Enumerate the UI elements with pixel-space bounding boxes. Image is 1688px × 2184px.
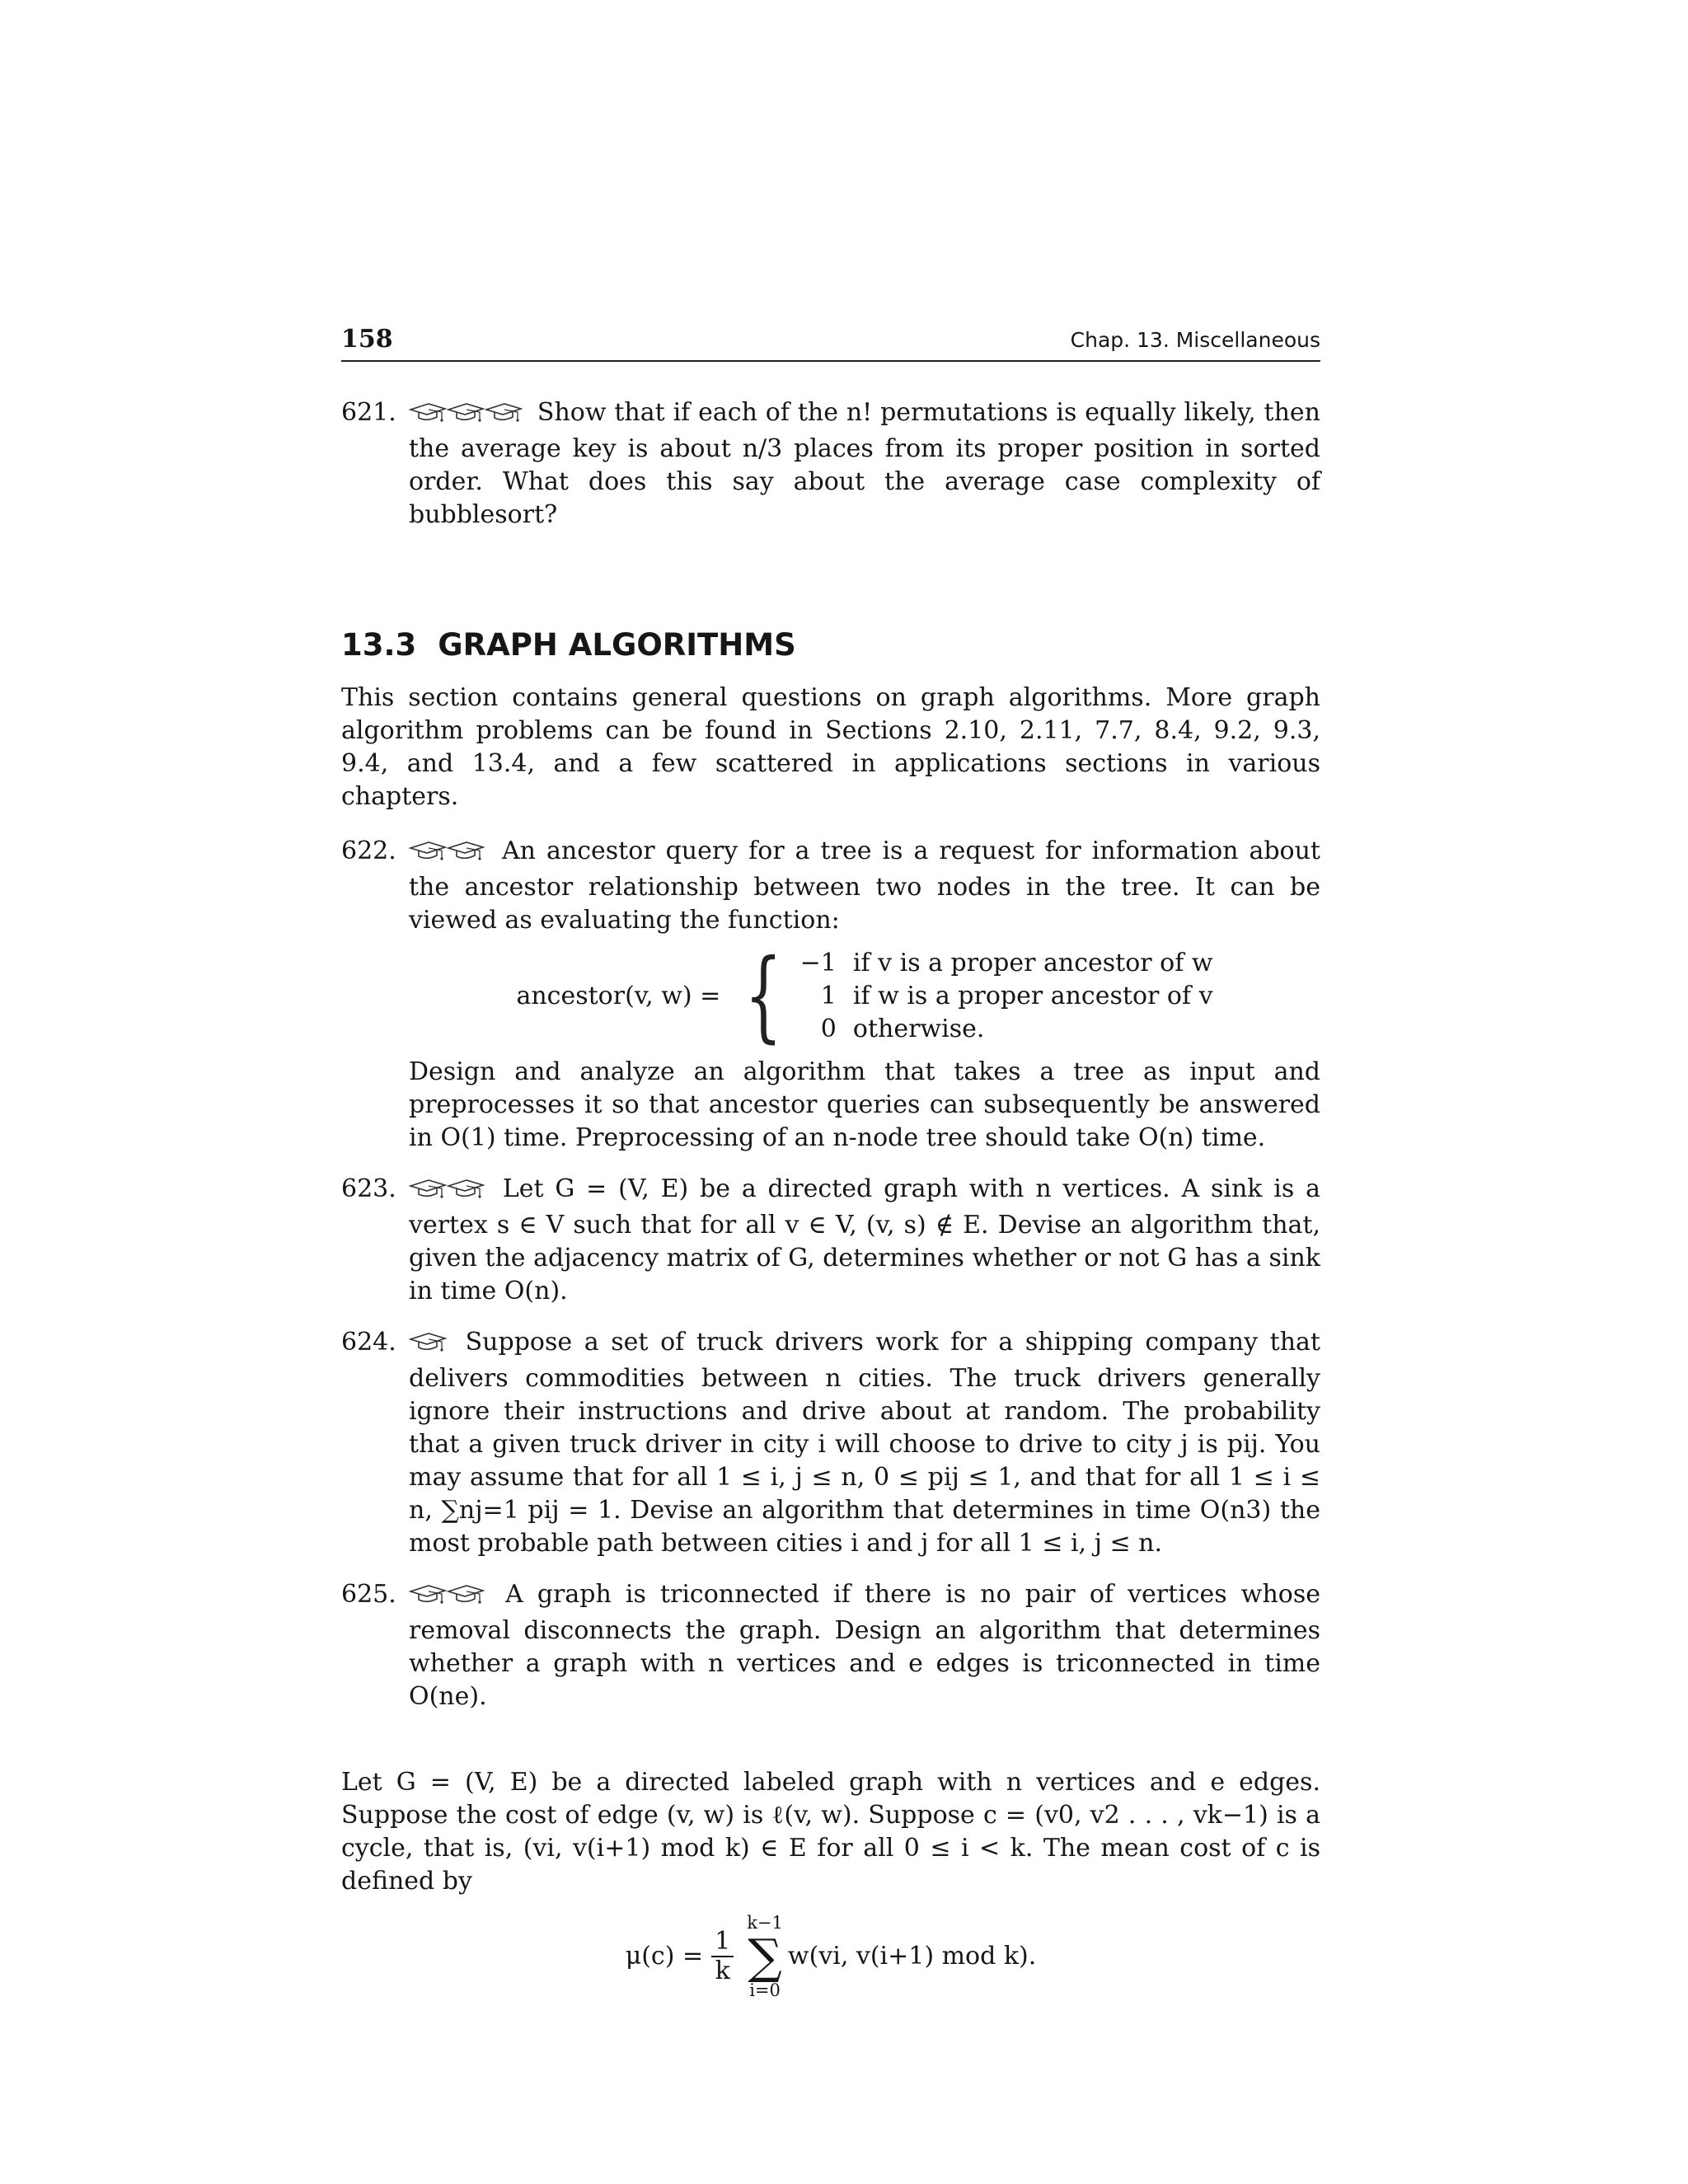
running-head [341, 323, 1320, 362]
sum-lower-limit: i=0 [749, 1980, 781, 2000]
mortarboard-icon [409, 1179, 447, 1200]
difficulty-rating [409, 1329, 447, 1362]
difficulty-rating [409, 838, 485, 871]
mortarboard-icon [447, 1179, 485, 1200]
mean-cost-formula [341, 1913, 1320, 2000]
problem-text: Let G = (V, E) be a directed graph with n vertices. A sink is a vertex s ∈ V such that for all v ∈ V, (v, s) ∉ E. Devise an algorithm that, given the adjacency matrix of G, determines whether or not G has a sink in time O(n). [409, 1174, 1320, 1305]
problem-text: Suppose a set of truck drivers work for a shipping company that delivers commodities between n cities. The truck drivers generally ignore their instructions and drive about at random. The probability that a given truck driver in city i will choose to drive to city j is pij. You may assume that for all 1 ≤ i, j ≤ n, 0 ≤ pij ≤ 1, and that for all 1 ≤ i ≤ n, ∑nj=1 pij = 1. Devise an algorithm that determines in time O(n3) the most probable path between cities i and j for all 1 ≤ i, j ≤ n. [409, 1328, 1320, 1558]
problem-text: A graph is triconnected if there is no pair of vertices whose removal disconnects the graph. Design an algorithm that determines whether a graph with n vertices and e edges is triconnected in time O(ne). [409, 1580, 1320, 1711]
problem-number: 625. [341, 1580, 396, 1609]
summation [747, 1913, 783, 2000]
fraction [711, 1928, 734, 1985]
fraction-denominator: k [715, 1957, 730, 1985]
mortarboard-icon [409, 1332, 447, 1353]
section-heading [341, 629, 1320, 662]
problem-623 [341, 1173, 1320, 1308]
formula-rhs: w(vi, v(i+1) mod k). [787, 1942, 1037, 1971]
case-value: 0 [820, 1015, 837, 1043]
problem-number: 622. [341, 837, 396, 865]
mortarboard-icon [447, 402, 485, 424]
page-number: 158 [341, 325, 393, 354]
difficulty-rating [409, 1176, 485, 1209]
case-value: 1 [820, 982, 837, 1010]
mortarboard-icon [409, 841, 447, 862]
problem-text: Show that if each of the n! permutations is equally likely, then the average key is about n/3 places from its proper position in sorted order. What does this say about the average case complexity of bubblesort? [409, 398, 1320, 529]
section-title: GRAPH ALGORITHMS [438, 627, 796, 663]
book-page [341, 323, 1320, 2000]
fraction-numerator: 1 [711, 1928, 734, 1957]
problem-622 [341, 835, 1320, 1155]
difficulty-rating [409, 1582, 485, 1615]
mortarboard-icon [409, 1584, 447, 1605]
section-intro: This section contains general questions on graph algorithms. More graph algorithm problems can be found in Sections 2.10, 2.11, 7.7, 8.4, 9.2, 9.3, 9.4, and 13.4, and a few scattered in applications sections in various chapters. [341, 683, 1320, 811]
function-cases [800, 947, 1213, 1046]
mortarboard-icon [447, 1584, 485, 1605]
problem-text-continued: Design and analyze an algorithm that takes a tree as input and preprocesses it so that ancestor queries can subsequently be answered in O(1) time. Preprocessing of an n-node tree should take O(n) time. [409, 1057, 1320, 1152]
mortarboard-icon [409, 402, 447, 424]
problem-621 [341, 396, 1320, 532]
left-brace: { [744, 939, 783, 1053]
ancestor-function-display [409, 939, 1320, 1053]
sum-upper-limit: k−1 [747, 1913, 783, 1933]
mortarboard-icon [485, 402, 523, 424]
problem-624 [341, 1326, 1320, 1560]
problem-text: An ancestor query for a tree is a request for information about the ancestor relationship between two nodes in the tree. It can be viewed as evaluating the function: [409, 837, 1320, 935]
function-lhs: ancestor(v, w) = [516, 982, 721, 1010]
problem-number: 621. [341, 398, 396, 427]
problem-625 [341, 1578, 1320, 1713]
case-condition: if v is a proper ancestor of w [852, 949, 1213, 977]
sum-symbol: ∑ [748, 1929, 782, 1985]
problem-number: 624. [341, 1328, 396, 1357]
chapter-title: Chap. 13. Miscellaneous [1070, 328, 1320, 352]
case-condition: if w is a proper ancestor of v [852, 982, 1213, 1010]
problem-number: 623. [341, 1174, 396, 1203]
case-condition: otherwise. [852, 1015, 985, 1043]
formula-lhs: μ(c) = [625, 1942, 704, 1971]
case-value: −1 [799, 949, 837, 977]
difficulty-rating [409, 400, 523, 433]
mortarboard-icon [447, 841, 485, 862]
mean-cost-paragraph: Let G = (V, E) be a directed labeled graph with n vertices and e edges. Suppose the cost of edge (v, w) is ℓ(v, w). Suppose c = (v0, v2 . . . , vk−1) is a cycle, that is, (vi, v(i+1) mod k) ∈ E for all 0 ≤ i < k. The mean cost of c is defined by [341, 1768, 1320, 1896]
section-number: 13.3 [341, 627, 417, 663]
